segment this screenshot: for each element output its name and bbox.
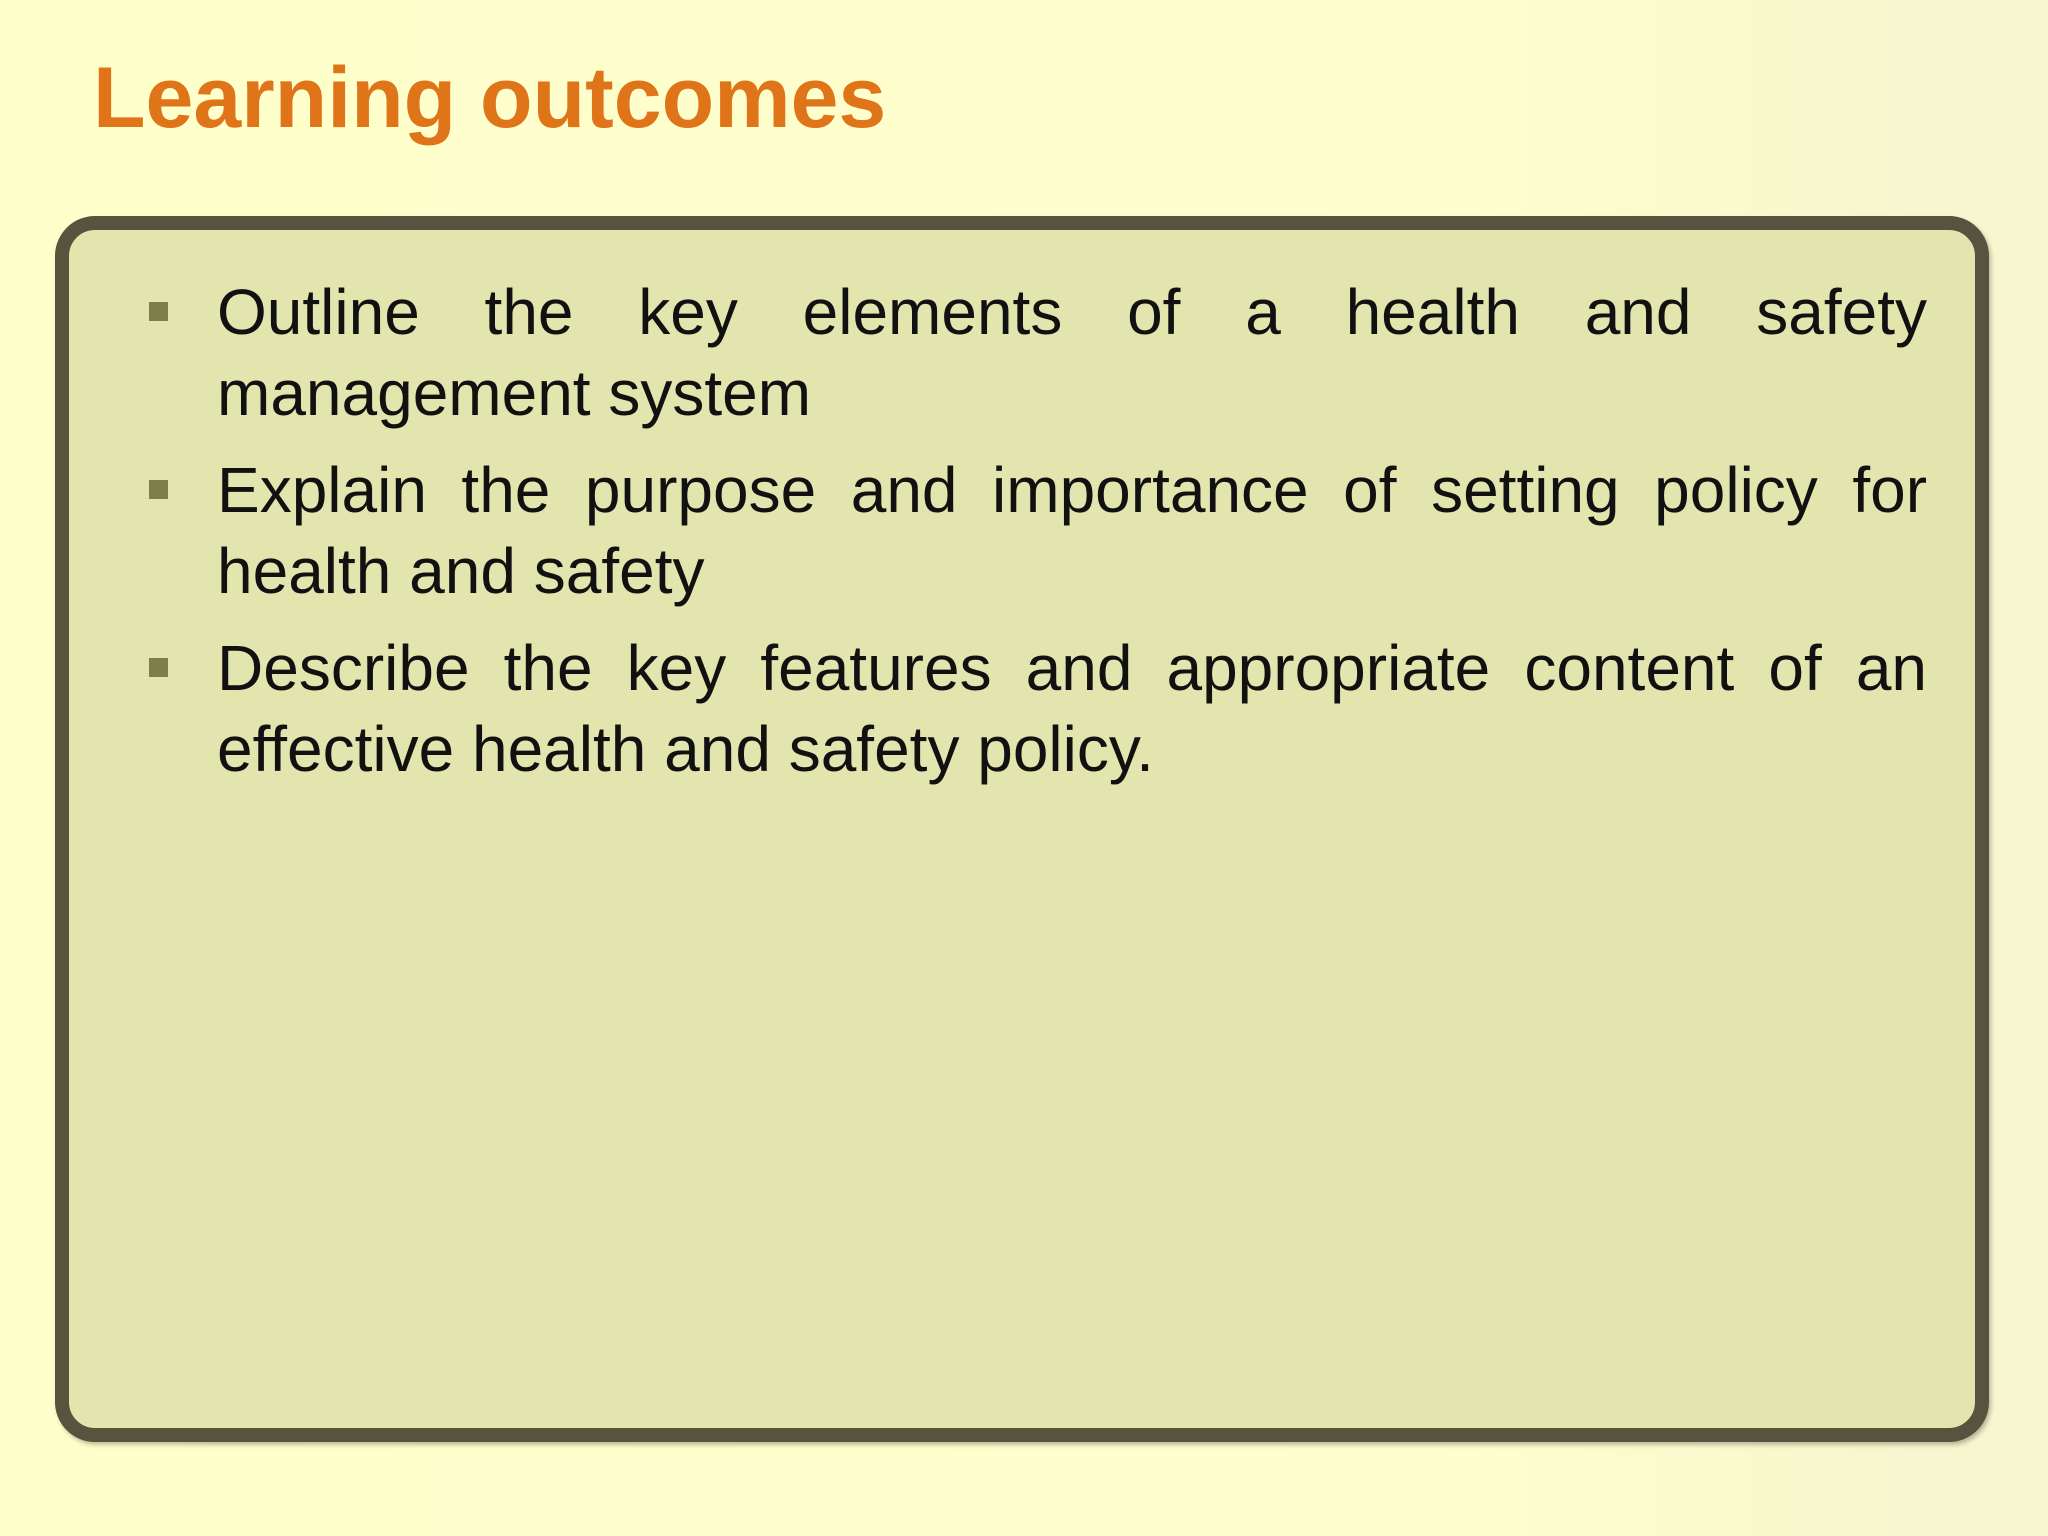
- bullet-text: Describe the key features and appropriate content of an effective health and safety policy.: [217, 632, 1927, 785]
- slide-title: Learning outcomes: [93, 50, 887, 146]
- bullet-text: Outline the key elements of a health and safety management system: [217, 276, 1927, 429]
- list-item: [141, 628, 1927, 790]
- square-bullet-icon: [149, 302, 168, 321]
- bullet-list: [141, 272, 1927, 806]
- list-item: [141, 450, 1927, 612]
- content-box: [55, 216, 1989, 1442]
- bullet-text: Explain the purpose and importance of setting policy for health and safety: [217, 454, 1927, 607]
- square-bullet-icon: [149, 658, 168, 677]
- square-bullet-icon: [149, 480, 168, 499]
- list-item: [141, 272, 1927, 434]
